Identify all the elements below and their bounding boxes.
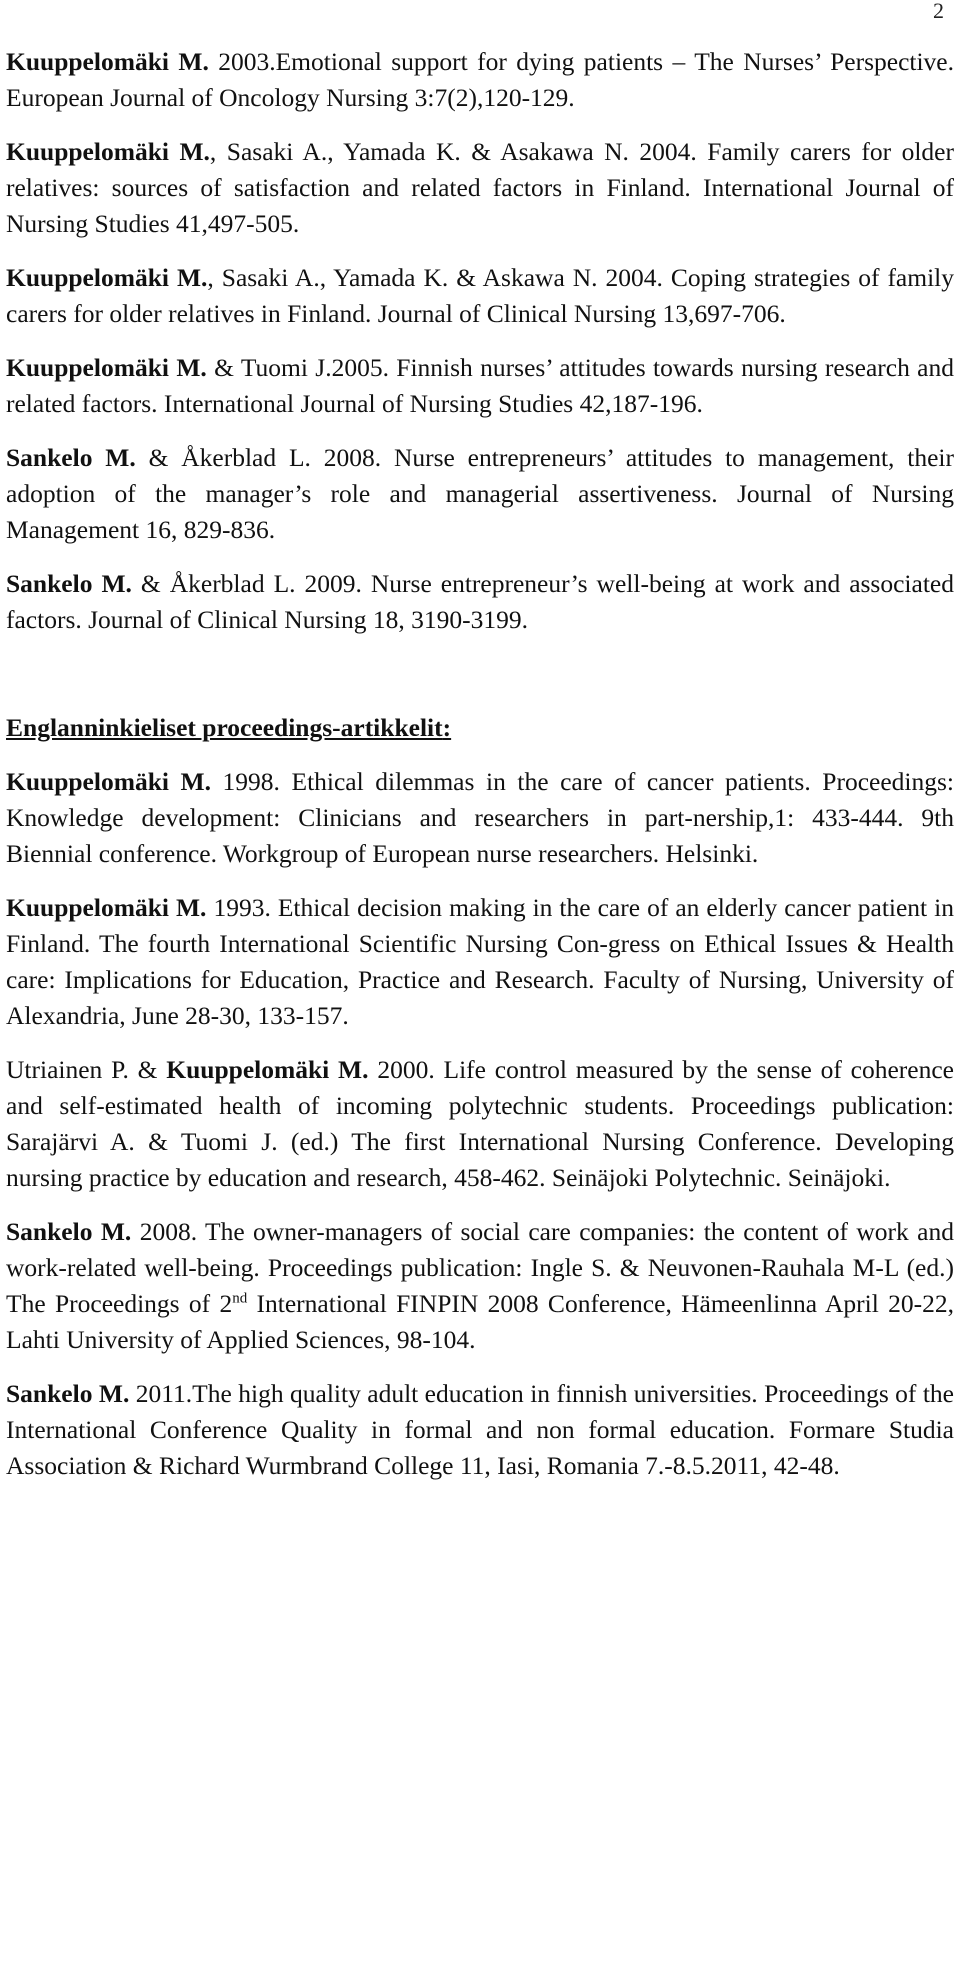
reference-text: & Tuomi J.2005. Finnish nurses’ attitudes towards nursing research and related factors. International Journal of Nursing Studies 42,187-196. xyxy=(6,353,954,418)
reference-author: Sankelo M. xyxy=(6,1217,132,1246)
reference-item xyxy=(6,350,954,422)
reference-item xyxy=(6,1052,954,1196)
reference-item xyxy=(6,440,954,548)
reference-author: Kuuppelomäki M. xyxy=(6,767,211,796)
reference-author: Kuuppelomäki M. xyxy=(6,137,210,166)
reference-item xyxy=(6,764,954,872)
reference-author: Kuuppelomäki M. xyxy=(6,353,207,382)
reference-text: & Åkerblad L. 2009. Nurse entrepreneur’s well-being at work and associated factors. Journal of Clinical Nursing 18, 3190-3199. xyxy=(6,569,954,634)
reference-author: Sankelo M. xyxy=(6,1379,130,1408)
reference-author: Kuuppelomäki M. xyxy=(166,1055,369,1084)
reference-coauthor: Utriainen P. & xyxy=(6,1055,167,1084)
reference-text: 1993. Ethical decision making in the care of an elderly cancer patient in Finland. The fourth International Scientific Nursing Con-gress on Ethical Issues & Health care: Implications for Education, Practice and Research. Faculty of Nursing, University of Alexandria, June 28-30, 133-157. xyxy=(6,893,954,1030)
reference-item xyxy=(6,1376,954,1484)
section-heading-colon: : xyxy=(442,713,452,742)
reference-text: 2011.The high quality adult education in finnish universities. Proceedings of the International Conference Quality in formal and non formal education. Formare Studia Association & Richard Wurmbrand College 11, Iasi, Romania 7.-8.5.2011, 42-48. xyxy=(6,1379,954,1480)
reference-text: 2000. Life control measured by the sense of coherence and self-estimated health of incoming polytechnic students. Proceedings publication: Sarajärvi A. & Tuomi J. (ed.) The first International Nursing Conference. Developing nursing practice by education and research, 458-462. Seinäjoki Polytechnic. Seinäjoki. xyxy=(6,1055,954,1192)
reference-text: 2008. The owner-managers of social care companies: the content of work and work-related well-being. Proceedings publication: Ingle S. & Neuvonen-Rauhala M-L (ed.) The Proceedings of 2 xyxy=(6,1217,954,1318)
reference-author: Kuuppelomäki M. xyxy=(6,263,208,292)
reference-text: , Sasaki A., Yamada K. & Asakawa N. 2004. Family carers for older relatives: sources of satisfaction and related factors in Finland. International Journal of Nursing Studies 41,497-505. xyxy=(6,137,954,238)
reference-item xyxy=(6,1214,954,1358)
document-body xyxy=(6,44,954,1484)
reference-text: , Sasaki A., Yamada K. & Askawa N. 2004. Coping strategies of family carers for older relatives in Finland. Journal of Clinical Nursing 13,697-706. xyxy=(6,263,955,328)
section-heading-text: Englanninkieliset proceedings-artikkelit xyxy=(6,713,443,742)
reference-text: & Åkerblad L. 2008. Nurse entrepreneurs’ attitudes to management, their adoption of the manager’s role and managerial assertiveness. Journal of Nursing Management 16, 829-836. xyxy=(6,443,954,544)
reference-author: Kuuppelomäki M. xyxy=(6,47,209,76)
reference-item xyxy=(6,890,954,1034)
section-heading xyxy=(6,710,954,746)
reference-author: Sankelo M. xyxy=(6,569,132,598)
reference-author: Sankelo M. xyxy=(6,443,136,472)
ordinal-superscript: nd xyxy=(232,1290,248,1307)
page-number: 2 xyxy=(933,0,944,23)
reference-author: Kuuppelomäki M. xyxy=(6,893,207,922)
reference-item xyxy=(6,260,954,332)
reference-item xyxy=(6,44,954,116)
reference-item xyxy=(6,566,954,638)
reference-item xyxy=(6,134,954,242)
reference-text-continued: International FINPIN 2008 Conference, Hämeenlinna April 20-22, Lahti University of Applied Sciences, 98-104. xyxy=(6,1289,954,1354)
reference-text: 1998. Ethical dilemmas in the care of cancer patients. Proceedings: Knowledge development: Clinicians and researchers in part-nership,1: 433-444. 9th Biennial conference. Workgroup of European nurse researchers. Helsinki. xyxy=(6,767,954,868)
reference-text: 2003.Emotional support for dying patients – The Nurses’ Perspective. European Journal of Oncology Nursing 3:7(2),120-129. xyxy=(6,47,954,112)
